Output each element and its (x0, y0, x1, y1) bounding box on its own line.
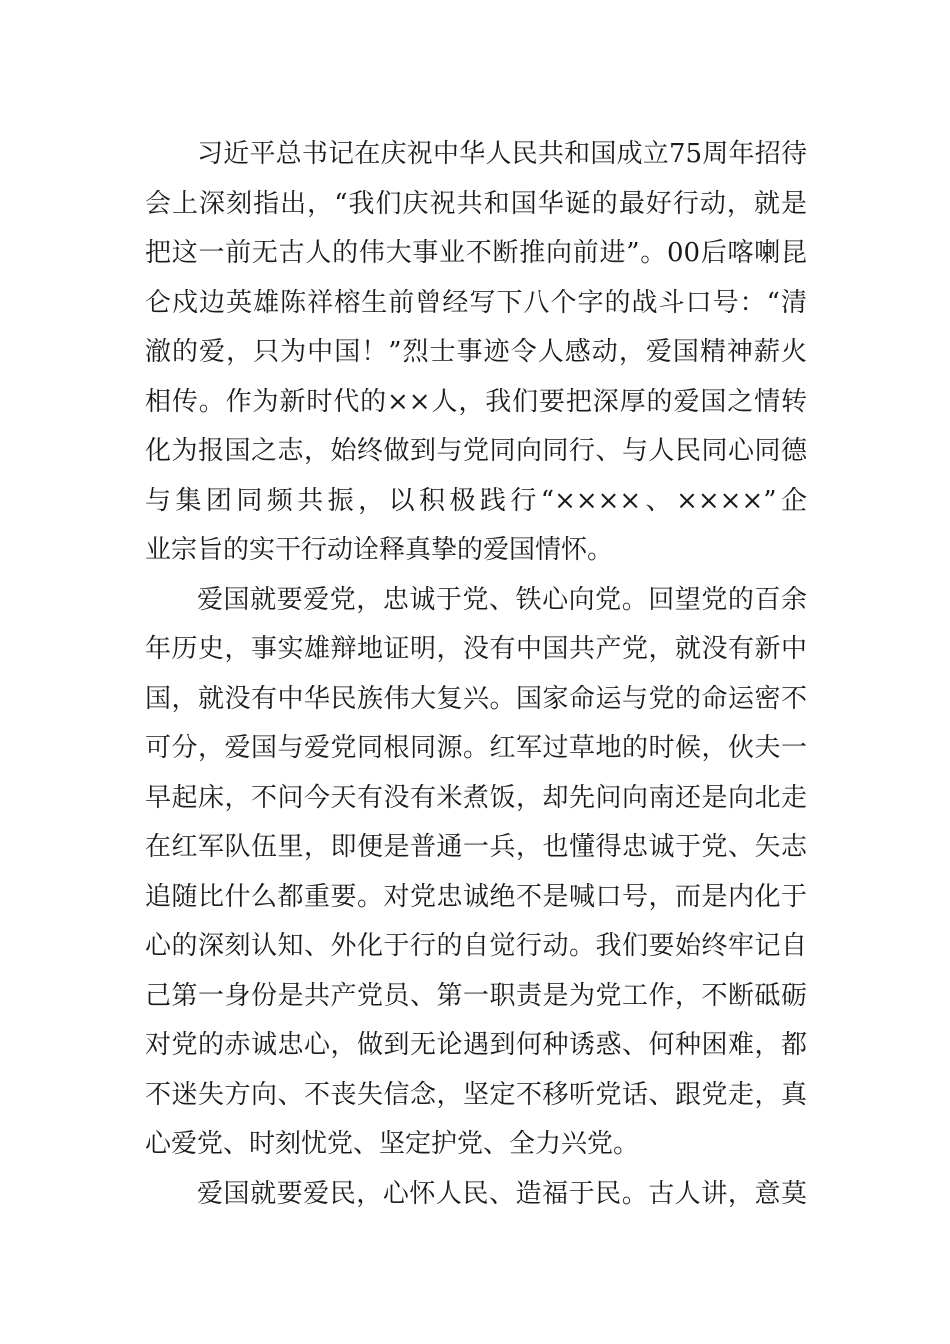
text-line: 心爱党、时刻忧党、坚定护党、全力兴党。 (145, 1129, 640, 1159)
text-line: 追随比什么都重要。对党忠诚绝不是喊口号，而是内化于 (145, 881, 807, 912)
text-line: 在红军队伍里，即便是普通一兵，也懂得忠诚于党、矢志 (145, 832, 807, 862)
text-line: 化为报国之志，始终做到与党同向同行、与人民同心同德 (145, 436, 807, 466)
text-line: 仑戍边英雄陈祥榕生前曾经写下八个字的战斗口号：“清 (145, 287, 807, 318)
text-line: 习近平总书记在庆祝中华人民共和国成立75周年招待 (197, 139, 807, 169)
text-line: 不迷失方向、不丧失信念，坚定不移听党话、跟党走，真 (145, 1079, 807, 1110)
text-line: 业宗旨的实干行动诠释真挚的爱国情怀。 (145, 535, 614, 565)
text-line: 可分，爱国与爱党同根同源。红军过草地的时候，伙夫一 (145, 733, 807, 763)
text-line: 把这一前无古人的伟大事业不断推向前进”。00后喀喇昆 (145, 238, 807, 268)
text-line: 对党的赤诚忠心，做到无论遇到何种诱惑、何种困难，都 (145, 1030, 807, 1060)
text-line: 爱国就要爱党，忠诚于党、铁心向党。回望党的百余 (197, 584, 807, 615)
text-line: 心的深刻认知、外化于行的自觉行动。我们要始终牢记自 (145, 931, 807, 961)
text-line: 己第一身份是共产党员、第一职责是为党工作，不断砥砺 (145, 980, 807, 1011)
text-line: 会上深刻指出，“我们庆祝共和国华诞的最好行动，就是 (145, 188, 807, 219)
text-line: 相传。作为新时代的××人，我们要把深厚的爱国之情转 (145, 386, 807, 417)
text-line: 年历史，事实雄辩地证明，没有中国共产党，就没有新中 (145, 634, 807, 664)
text-line: 国，就没有中华民族伟大复兴。国家命运与党的命运密不 (145, 683, 807, 714)
text-line: 早起床，不问今天有没有米煮饭，却先问向南还是向北走 (145, 782, 807, 813)
text-line: 爱国就要爱民，心怀人民、造福于民。古人讲，意莫 (197, 1178, 807, 1209)
text-line: 与集团同频共振，以积极践行“××××、××××”企 (145, 485, 807, 516)
text-line: 澈的爱，只为中国！”烈士事迹令人感动，爱国精神薪火 (145, 337, 807, 367)
body-text (145, 130, 807, 1219)
